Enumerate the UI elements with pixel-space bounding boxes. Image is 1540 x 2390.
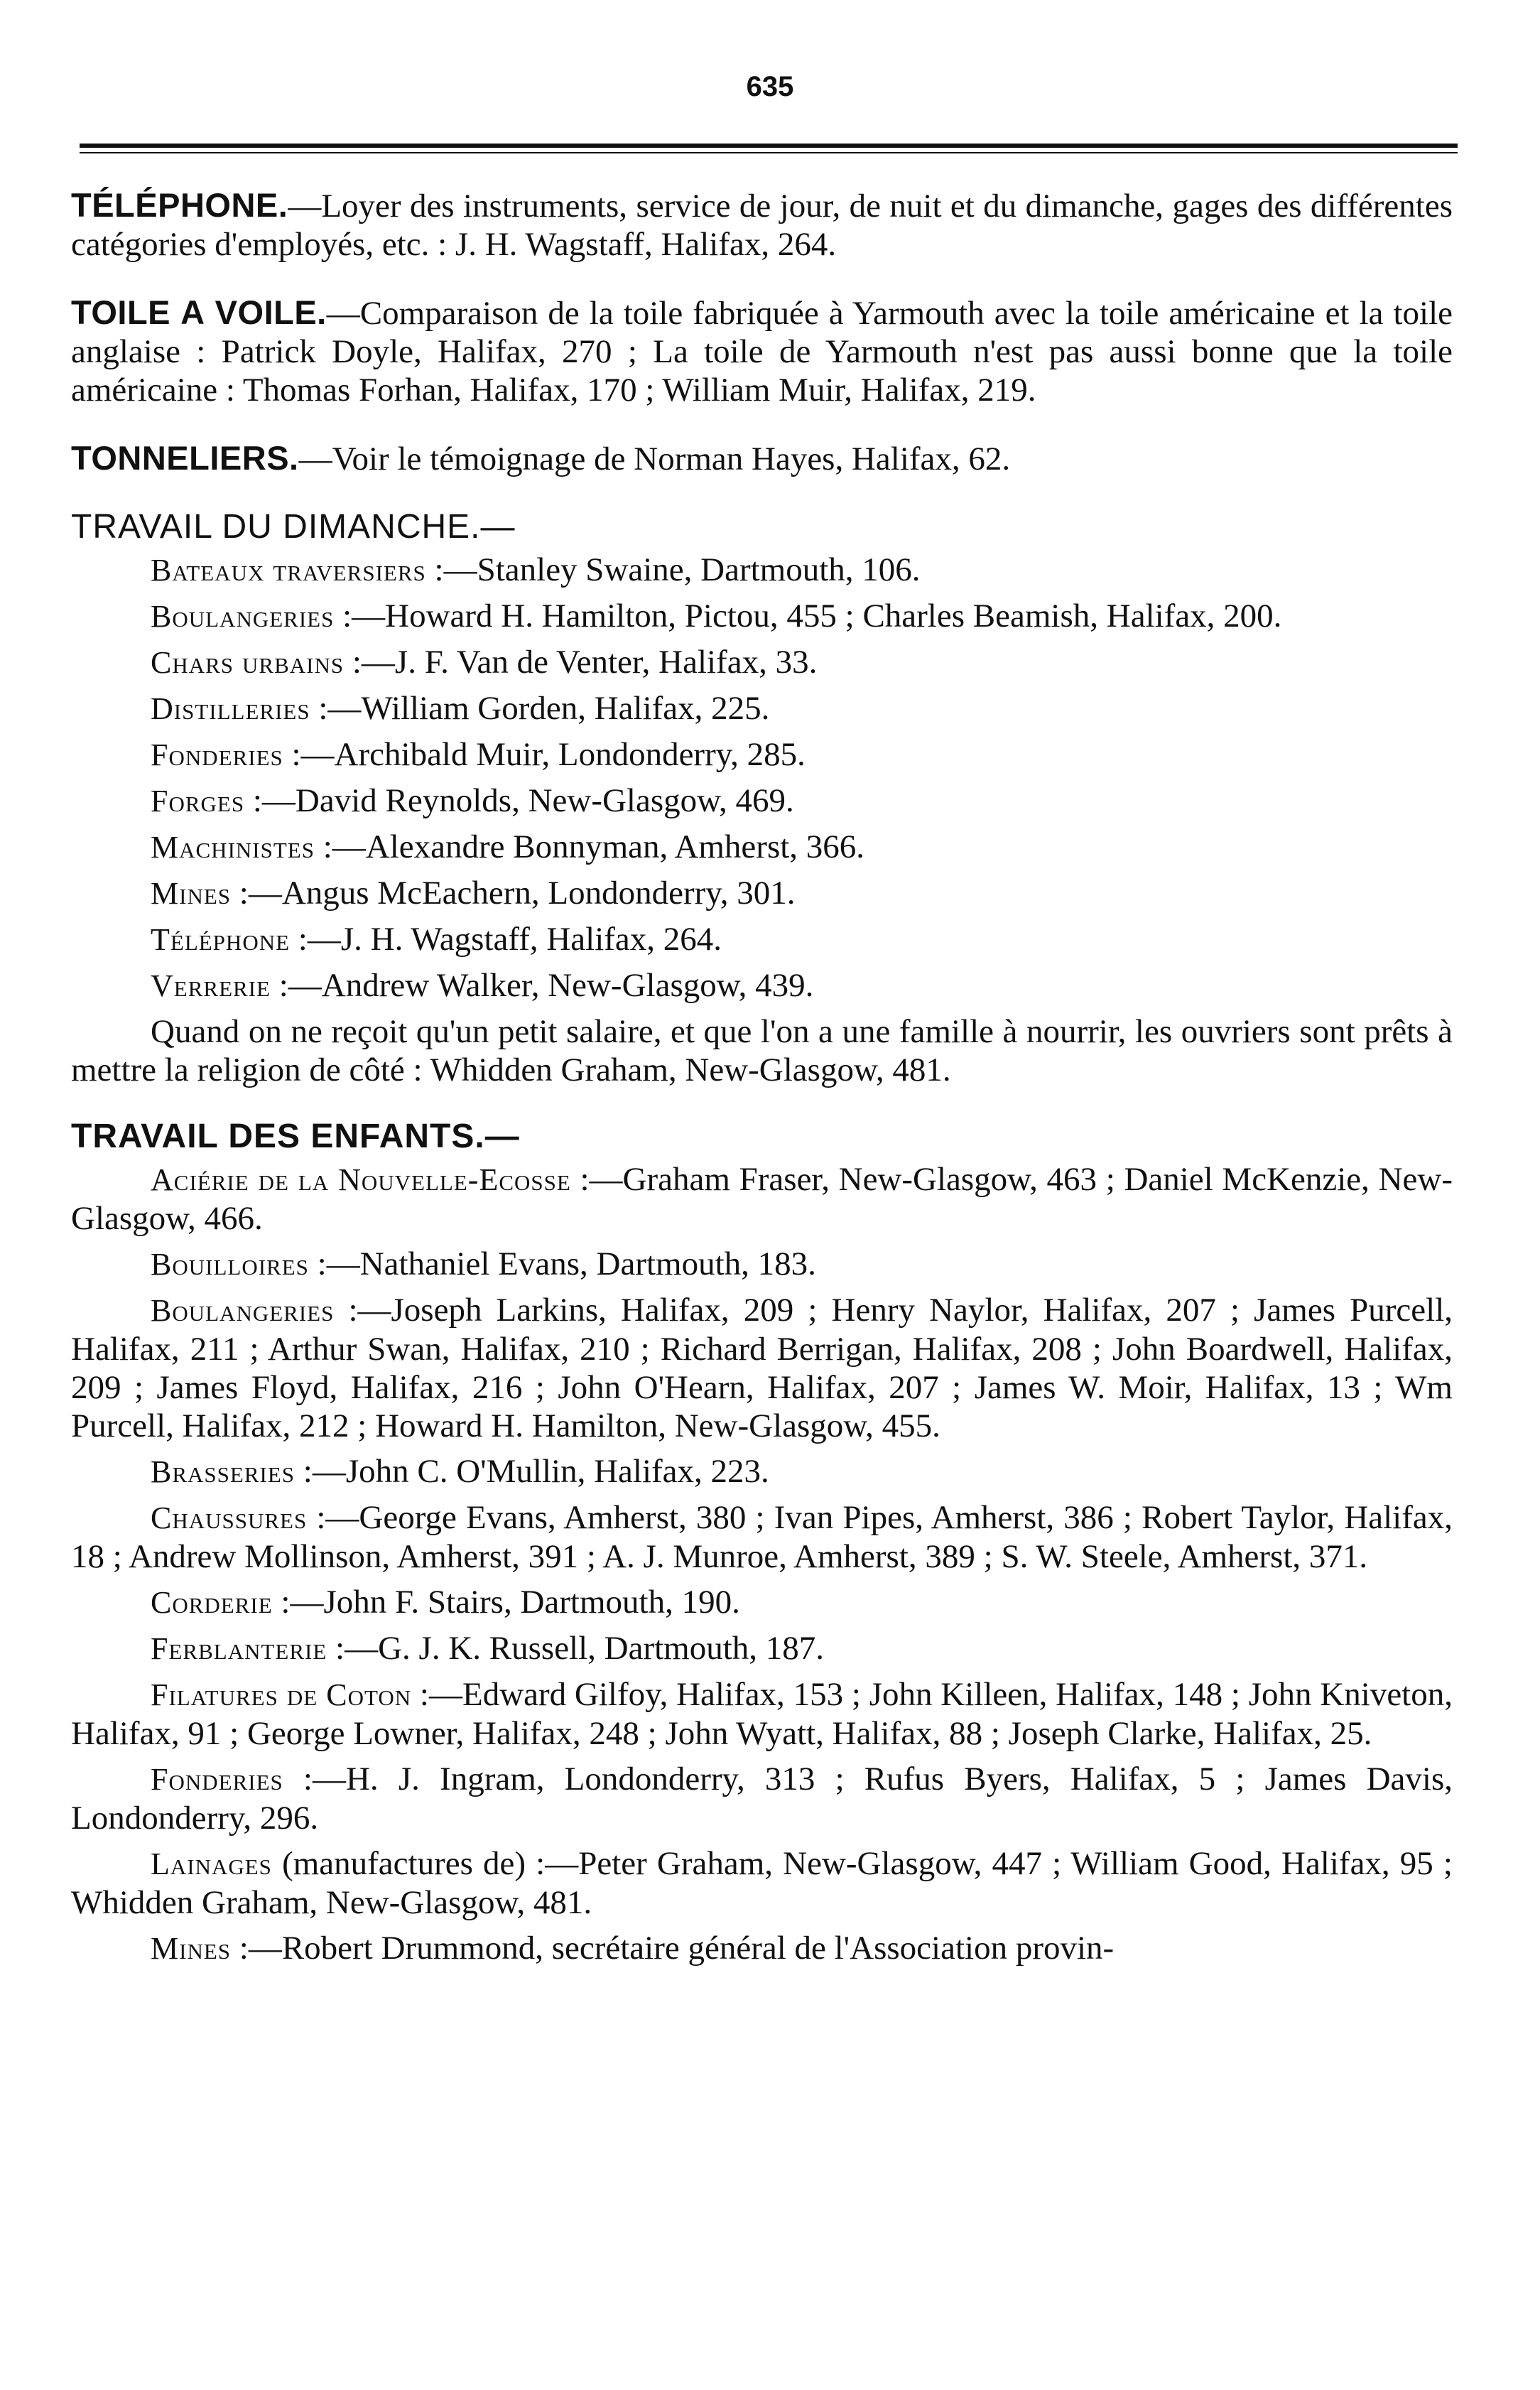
sub-entry-label: Téléphone (151, 922, 291, 957)
sub-entry (71, 874, 1453, 913)
sub-entry (71, 643, 1453, 682)
sub-entry (71, 1160, 1453, 1238)
sub-entry (71, 1291, 1453, 1445)
sub-entry (71, 782, 1453, 821)
sub-entry-label: Chars urbains (151, 645, 345, 680)
sub-entry-label: Fonderies (151, 737, 283, 772)
sub-entry-text: :—William Gorden, Halifax, 225. (310, 690, 770, 727)
section-travail-du-dimanche (71, 508, 1453, 1089)
sub-entry (71, 1583, 1453, 1622)
sub-entry-label: Machinistes (151, 830, 315, 865)
sub-entry-text: :—Graham Fraser, New-Glasgow, 463 ; Daniel McKenzie, New-Glasgow, 466. (71, 1161, 1453, 1237)
index-entry-telephone (71, 186, 1453, 264)
sub-entry (71, 689, 1453, 728)
sub-entry (71, 597, 1453, 636)
section-travail-des-enfants (71, 1118, 1453, 1968)
sub-entry (71, 1498, 1453, 1576)
sub-entry (71, 1245, 1453, 1284)
sub-entry-text: :—Archibald Muir, Londonderry, 285. (283, 736, 806, 773)
sub-entry-label: Fonderies (151, 1762, 283, 1797)
sub-entry (71, 1452, 1453, 1491)
sub-entry-text: Quand on ne reçoit qu'un petit salaire, et que l'on a une famille à nourrir, les ouvriers sont prêts à mettre la religion de côté : Whidden Graham, New-Glasgow, 481. (71, 1013, 1453, 1088)
index-entry-toile-a-voile (71, 293, 1453, 409)
sub-entry-text: :—Angus McEachern, Londonderry, 301. (231, 875, 796, 912)
sub-entry (71, 1760, 1453, 1837)
sub-entry (71, 1844, 1453, 1922)
sub-entry (71, 1629, 1453, 1668)
sub-entry-text: :—John C. O'Mullin, Halifax, 223. (295, 1453, 769, 1490)
sub-entry-text: :—J. H. Wagstaff, Halifax, 264. (290, 921, 722, 958)
entry-text: —Loyer des instruments, service de jour, de nuit et du dimanche, gages des différentes catégories d'employés, etc. : J. H. Wagstaff, Halifax, 264. (71, 188, 1453, 263)
sub-entry-label: Aciérie de la Nouvelle-Ecosse (151, 1162, 571, 1197)
sub-entry-note (71, 1012, 1453, 1089)
entry-text: —Comparaison de la toile fabriquée à Yarmouth avec la toile américaine et la toile anglaise : Patrick Doyle, Halifax, 270 ; La toile de Yarmouth n'est pas aussi bonne que la toile américaine : Thomas Forhan, Halifax, 170 ; William Muir, Halifax, 219. (71, 295, 1453, 409)
sub-entry (71, 828, 1453, 867)
sub-entry-label: Mines (151, 1931, 232, 1966)
sub-entry-label: Bouilloires (151, 1247, 309, 1282)
sub-entry-text: :—G. J. K. Russell, Dartmouth, 187. (327, 1630, 825, 1667)
sub-entry-label: Verrerie (151, 968, 271, 1003)
sub-entry-text: :—Robert Drummond, secrétaire général de l'Association provin- (231, 1930, 1115, 1967)
entry-heading: TÉLÉPHONE. (71, 186, 288, 224)
sub-entry-label: Forges (151, 784, 245, 818)
index-entry-tonneliers (71, 439, 1453, 478)
sub-entry (71, 920, 1453, 959)
sub-entry-text: :—Nathaniel Evans, Dartmouth, 183. (308, 1245, 816, 1282)
sub-entry (71, 551, 1453, 590)
sub-entry-label: Ferblanterie (151, 1631, 327, 1666)
sub-entry-text: :—Alexandre Bonnyman, Amherst, 366. (314, 828, 865, 865)
section-title: TRAVAIL DU DIMANCHE.— (71, 508, 516, 546)
sub-entry-label: Distilleries (151, 691, 310, 726)
sub-entry (71, 735, 1453, 774)
header-rule-thick (80, 144, 1458, 148)
sub-entry-text: :—Howard H. Hamilton, Pictou, 455 ; Charles Beamish, Halifax, 200. (334, 598, 1282, 634)
section-title: TRAVAIL DES ENFANTS.— (71, 1118, 520, 1155)
sub-entry (71, 966, 1453, 1005)
page-number: 635 (746, 71, 794, 102)
sub-entry (71, 1675, 1453, 1753)
sub-entry-text: (manufactures de) :—Peter Graham, New-Glasgow, 447 ; William Good, Halifax, 95 ; Whidden Graham, New-Glasgow, 481. (71, 1845, 1453, 1921)
sub-entry-text: :—Joseph Larkins, Halifax, 209 ; Henry Naylor, Halifax, 207 ; James Purcell, Halifax, 211 ; Arthur Swan, Halifax, 210 ; Richard Berrigan, Halifax, 208 ; John Boardwell, Halifax, 209 ; James Floyd, Halifax, 216 ; John O'Hearn, Halifax, 207 ; James W. Moir, Halifax, 13 ; Wm Purcell, Halifax, 212 ; Howard H. Hamilton, New-Glasgow, 455. (71, 1292, 1453, 1444)
sub-entry-label: Lainages (151, 1846, 272, 1881)
sub-entry (71, 1929, 1453, 1968)
header-rule-thin (80, 152, 1458, 153)
sub-entry-text: :—John F. Stairs, Dartmouth, 190. (272, 1584, 740, 1621)
entry-text: —Voir le témoignage de Norman Hayes, Halifax, 62. (298, 440, 1011, 477)
sub-entry-text: :—Edward Gilfoy, Halifax, 153 ; John Killeen, Halifax, 148 ; John Kniveton, Halifax, 91 ; George Lowner, Halifax, 248 ; John Wyatt, Halifax, 88 ; Joseph Clarke, Halifax, 25. (71, 1676, 1453, 1752)
sub-entry-label: Boulangeries (151, 1293, 335, 1328)
sub-entry-text: :—Andrew Walker, New-Glasgow, 439. (270, 967, 814, 1004)
sub-entry-label: Boulangeries (151, 599, 335, 634)
sub-entry-label: Mines (151, 876, 232, 911)
sub-entry-text: :—J. F. Van de Venter, Halifax, 33. (344, 644, 818, 681)
sub-entry-text: :—George Evans, Amherst, 380 ; Ivan Pipes, Amherst, 386 ; Robert Taylor, Halifax, 18 ; Andrew Mollinson, Amherst, 391 ; A. J. Munroe, Amherst, 389 ; S. W. Steele, Amherst, 371. (71, 1499, 1453, 1575)
sub-entry-label: Bateaux traversiers (151, 553, 426, 588)
sub-entry-text: :—Stanley Swaine, Dartmouth, 106. (425, 551, 921, 588)
sub-entry-label: Corderie (151, 1585, 273, 1620)
sub-entry-text: :—David Reynolds, New-Glasgow, 469. (244, 782, 794, 819)
sub-entry-label: Chaussures (151, 1500, 308, 1535)
sub-entry-label: Brasseries (151, 1454, 295, 1489)
entry-heading: TOILE A VOILE. (71, 293, 327, 331)
entry-heading: TONNELIERS. (71, 439, 299, 477)
sub-entry-label: Filatures de Coton (151, 1677, 412, 1712)
sub-entry-text: :—H. J. Ingram, Londonderry, 313 ; Rufus Byers, Halifax, 5 ; James Davis, Londonderry, 296. (71, 1761, 1453, 1837)
page-body (71, 186, 1453, 1996)
